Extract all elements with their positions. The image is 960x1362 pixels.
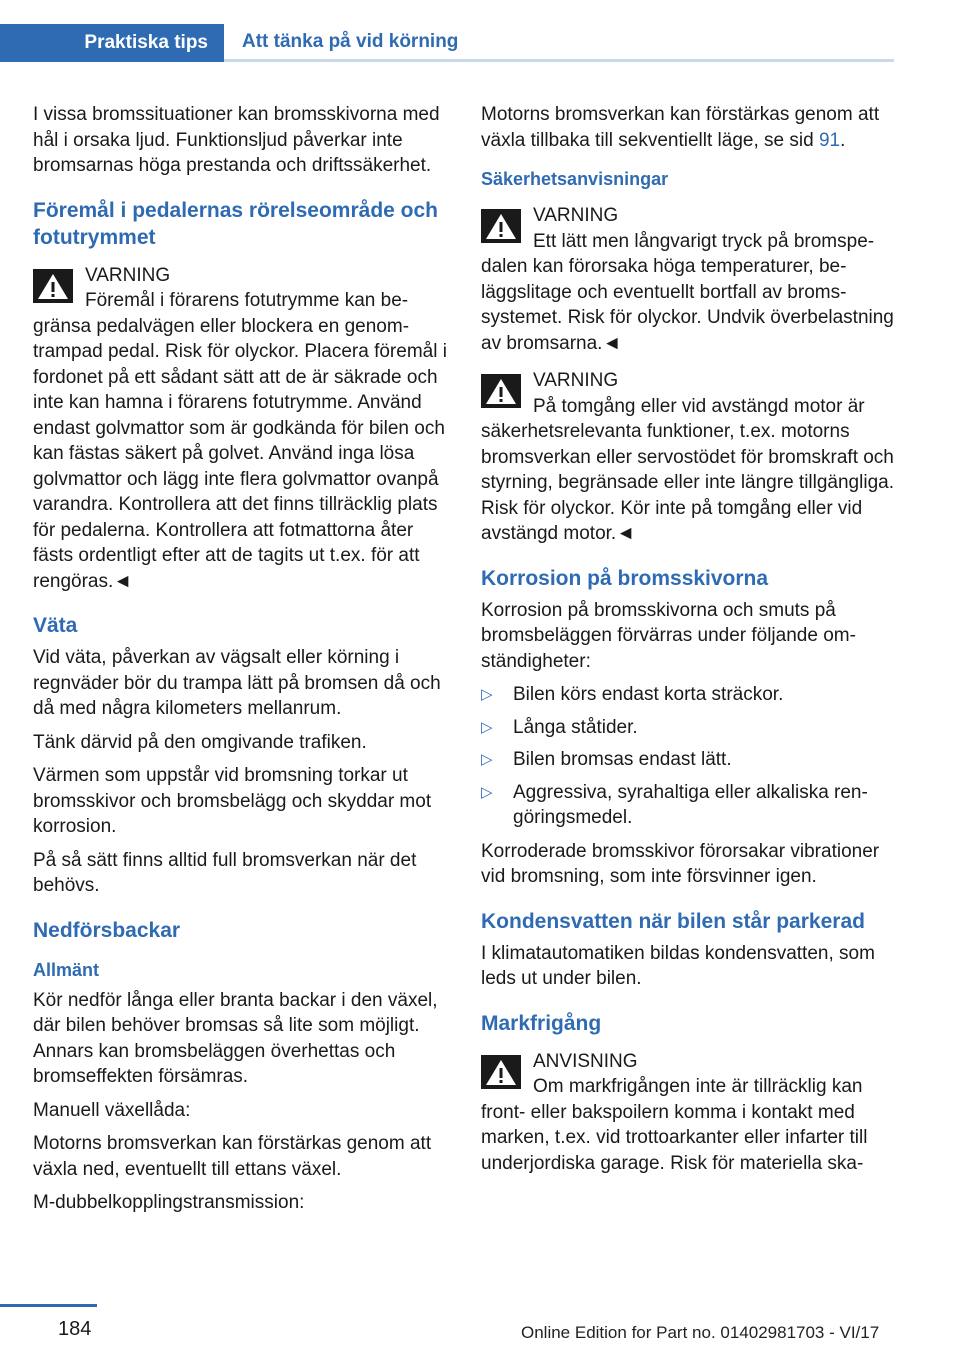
warning-text: Föremål i förarens fotutrymme kan begränsa pedalvägen eller blockera en genomtrampad pedal. Risk för olyckor. Placera föremål i fordonet på ett sådant sätt att de är säkrade och inte kan hamna i förarens fotutrymme. Använd endast golvmattor som är godkända för bilen och kan fästas säkert på golvet. Använd inga lösa golvmattor och lägg inte flera golvmattor ovanpå varandra. Kontrollera att det finns tillräcklig plats för pedalerna. Kontrollera att fotmattorna åter fästs ordentligt efter att de tagits ut t.ex. för att rengöras.◄ [33, 290, 447, 592]
warning-label: VARNING [533, 205, 619, 226]
heading-general: Allmänt [33, 959, 100, 980]
list-item-text: Aggressiva, syrahaltiga eller alkaliska rengöringsmedel. [513, 781, 868, 828]
triangle-bullet-icon: ▷ [481, 686, 493, 703]
wet-paragraph-4: På så sätt finns alltid full bromsverkan när det behövs. [33, 849, 417, 896]
note-label: ANVISNING [533, 1050, 638, 1072]
warning-block [481, 203, 897, 356]
engine-braking-end: . [840, 129, 846, 151]
list-item-text: Bilen körs endast korta sträckor. [513, 684, 784, 705]
warning-block [33, 263, 449, 595]
list-item [481, 780, 897, 831]
warning-triangle-icon [33, 269, 73, 303]
page-link-91[interactable]: 91 [818, 129, 841, 151]
note-block [481, 1049, 897, 1177]
header-tabs [0, 24, 894, 62]
triangle-bullet-icon: ▷ [481, 783, 493, 801]
heading-pedal-area: Föremål i pedalernas rörelseområde och fotutrymmet [33, 198, 438, 249]
condensate-paragraph: I klimatautomatiken bildas kondensvatten, som leds ut under bilen. [481, 942, 875, 989]
warning-triangle-icon [481, 209, 521, 243]
intro-paragraph: I vissa bromssituationer kan bromsskivorna med hål i orsaka ljud. Funktionsljud påverkar inte bromsarnas höga prestanda och driftssäkerhet. [33, 104, 440, 176]
heading-downhill: Nedförsbackar [33, 918, 181, 942]
footer-accent-line [0, 1304, 97, 1307]
right-column [481, 102, 897, 1184]
downhill-paragraph-1: Kör nedför långa eller branta backar i den växel, där bilen behöver bromsas så lite som möjligt. Annars kan bromsbeläggen överhettas och bromseffekten försämras. [33, 989, 438, 1087]
heading-corrosion: Korrosion på bromsskivorna [481, 566, 769, 590]
corrosion-paragraph-2: Korroderade bromsskivor förorsakar vibrationer vid bromsning, som inte försvinner igen. [481, 840, 880, 887]
warning-text: Ett lätt men långvarigt tryck på bromspedalen kan förorsaka höga temperaturer, beläggslitage och eventuellt bortfall av bromssystemet. Risk för olyckor. Undvik överbelastning av bromsarna.◄ [481, 230, 894, 354]
left-column [33, 102, 449, 1224]
list-item [481, 682, 897, 708]
heading-ground-clearance: Markfrigång [481, 1011, 602, 1035]
engine-braking-text: Motorns bromsverkan kan förstärkas genom att växla tillbaka till sekventiellt läge, se sid [481, 104, 880, 151]
list-item-text: Långa ståtider. [513, 716, 638, 738]
wet-paragraph-1: Vid väta, påverkan av vägsalt eller körning i regnväder bör du trampa lätt på bromsen då och då med några kilometers mellanrum. [33, 647, 441, 719]
heading-wet: Väta [33, 614, 78, 637]
triangle-bullet-icon: ▷ [481, 718, 493, 736]
heading-condensate: Kondensvatten när bilen står parkerad [481, 909, 865, 933]
downhill-paragraph-4: M-dubbelkopplingstransmission: [33, 1192, 305, 1213]
list-item [481, 747, 897, 773]
warning-block [481, 368, 897, 547]
corrosion-list [481, 682, 897, 831]
tab-praktiska-tips[interactable]: Praktiska tips [0, 24, 224, 62]
warning-text: På tomgång eller vid avstängd motor är säkerhetsrelevanta funktioner, t.ex. motorns bromsverkan eller servostödet för bromskraft och styrning, begränsade eller inte längre tillgängliga. Risk för olyckor. Kör inte på tomgång eller vid avstängd motor.◄ [481, 395, 894, 544]
engine-braking-paragraph [481, 102, 897, 153]
edition-footer: Online Edition for Part no. 01402981703 - VI/17 [521, 1323, 880, 1342]
warning-triangle-icon [481, 1055, 521, 1089]
warning-triangle-icon [481, 374, 521, 408]
heading-safety: Säkerhetsanvisningar [481, 169, 669, 189]
wet-paragraph-2: Tänk därvid på den omgivande trafiken. [33, 731, 367, 753]
downhill-paragraph-2: Manuell växellåda: [33, 1099, 191, 1121]
triangle-bullet-icon: ▷ [481, 751, 493, 768]
corrosion-paragraph-1: Korrosion på bromsskivorna och smuts på bromsbeläggen förvärras under följande omständigheter: [481, 599, 856, 672]
list-item [481, 715, 897, 741]
downhill-paragraph-3: Motorns bromsverkan kan förstärkas genom att växla ned, eventuellt till ettans växel. [33, 1133, 432, 1180]
list-item-text: Bilen bromsas endast lätt. [513, 749, 732, 770]
page-number: 184 [58, 1318, 92, 1340]
tab-section-title[interactable]: Att tänka på vid körning [224, 24, 894, 62]
warning-label: VARNING [85, 264, 171, 286]
wet-paragraph-3: Värmen som uppstår vid bromsning torkar ut bromsskivor och bromsbelägg och skyddar mot korrosion. [33, 765, 432, 837]
note-text: Om markfrigången inte är tillräcklig kan front- eller bakspoilern komma i kontakt med marken, t.ex. vid trottoarkanter eller infarter till underjordiska garage. Risk för materiella ska- [481, 1076, 868, 1174]
warning-label: VARNING [533, 370, 619, 391]
